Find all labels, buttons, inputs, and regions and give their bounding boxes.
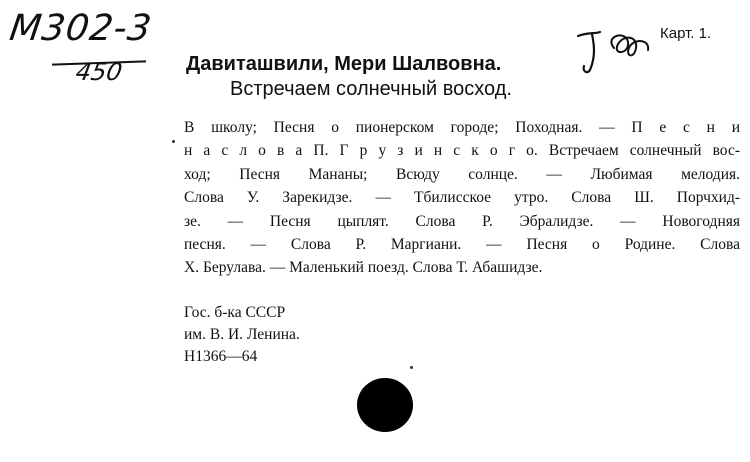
contents-line: В школу; Песня о пионерском городе; Походная. — П е с н и — [184, 119, 740, 136]
shelfmark-top: М302-3 — [7, 8, 155, 49]
contents-line: н а с л о в а П. Г р у з и н с к о г о. Встречаем солнечный вос- — [184, 142, 740, 160]
ink-speck — [172, 140, 175, 143]
library-imprint — [184, 302, 300, 368]
punch-hole — [357, 378, 413, 432]
contents-line: зе. — Песня цыплят. Слова Р. Эбралидзе. — Новогодняя — [184, 212, 740, 230]
library-line: им. В. И. Ленина. — [184, 326, 300, 343]
contents-note — [184, 116, 740, 280]
work-title: Встречаем солнечный восход. — [230, 78, 512, 100]
author-heading: Давиташвили, Мери Шалвовна. — [186, 53, 502, 75]
contents-line: Х. Берулава. — Маленький поезд. Слова Т. Абашидзе. — [184, 259, 543, 277]
card-number: Карт. 1. — [660, 25, 712, 42]
library-line: Н1366—64 — [184, 348, 258, 365]
contents-line: ход; Песня Мананы; Всюду солнце. — Любимая мелодия. — [184, 165, 740, 183]
contents-line: Слова У. Зарекидзе. — Тбилисское утро. Слова Ш. Порчхид- — [184, 189, 740, 207]
library-line: Гос. б-ка СССР — [184, 304, 286, 321]
shelfmark-bottom: 450 — [73, 58, 125, 86]
handwritten-signature — [574, 26, 656, 78]
ink-speck — [410, 366, 413, 369]
contents-line: песня. — Слова Р. Маргиани. — Песня о Родине. Слова — [184, 236, 740, 254]
